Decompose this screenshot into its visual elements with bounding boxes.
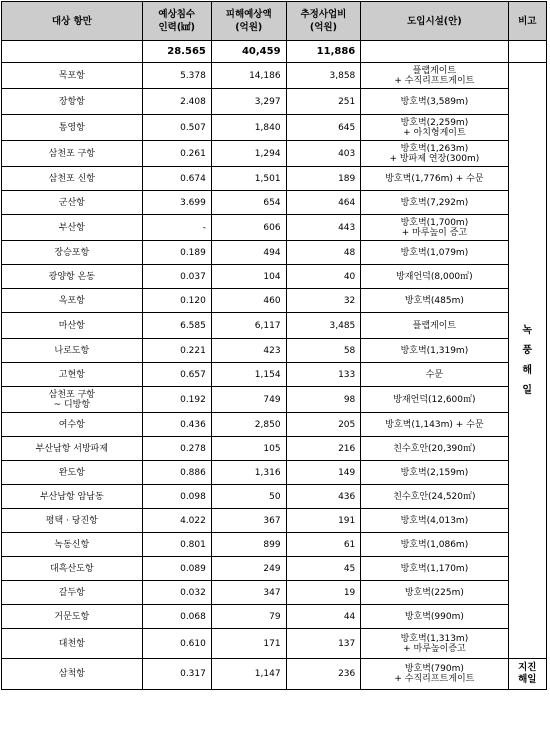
facility-value: 방호벽(1,313m) + 마루높이증고: [361, 629, 508, 659]
population-value: 0.192: [142, 387, 211, 413]
table-row: [2, 167, 547, 191]
facility-value: 친수호안(20,390㎡): [361, 437, 508, 461]
table-row: [2, 265, 547, 289]
damage-value: 899: [211, 533, 286, 557]
table-row: [2, 363, 547, 387]
total-facility: [361, 41, 508, 63]
facility-value: 방호벽(1,086m): [361, 533, 508, 557]
harbor-name: 고현항: [2, 363, 143, 387]
damage-value: 104: [211, 265, 286, 289]
harbor-name: 대천항: [2, 629, 143, 659]
cost-value: 58: [286, 339, 361, 363]
cost-value: 44: [286, 605, 361, 629]
damage-value: 654: [211, 191, 286, 215]
damage-value: 423: [211, 339, 286, 363]
table-row: [2, 437, 547, 461]
damage-value: 460: [211, 289, 286, 313]
harbor-name: 부산남항 암남동: [2, 485, 143, 509]
damage-value: 1,316: [211, 461, 286, 485]
facility-value: 방호벽(1,776m) + 수문: [361, 167, 508, 191]
population-value: 6.585: [142, 313, 211, 339]
facility-value: 방호벽(7,292m): [361, 191, 508, 215]
cost-value: 205: [286, 413, 361, 437]
table-row: [2, 557, 547, 581]
cost-value: 403: [286, 141, 361, 167]
facility-value: 친수호안(24,520㎡): [361, 485, 508, 509]
harbor-name: 마산항: [2, 313, 143, 339]
harbor-name: 삼천포 신항: [2, 167, 143, 191]
facility-value: 방호벽(1,170m): [361, 557, 508, 581]
population-value: 0.032: [142, 581, 211, 605]
facility-value: 방호벽(790m) + 수직리프트게이트: [361, 659, 508, 690]
table-row: [2, 313, 547, 339]
table-row: [2, 191, 547, 215]
population-value: 0.098: [142, 485, 211, 509]
cost-value: 464: [286, 191, 361, 215]
cost-value: 191: [286, 509, 361, 533]
facility-value: 플랩게이트 + 수직리프트게이트: [361, 63, 508, 89]
cost-value: 443: [286, 215, 361, 241]
harbor-measures-table: [1, 1, 547, 690]
cost-value: 133: [286, 363, 361, 387]
table-row: [2, 89, 547, 115]
harbor-name: 옥포항: [2, 289, 143, 313]
population-value: 0.801: [142, 533, 211, 557]
header-target: 대상 항만: [2, 2, 143, 41]
facility-value: 방재언덕(8,000㎡): [361, 265, 508, 289]
harbor-name: 나로도항: [2, 339, 143, 363]
population-value: 4.022: [142, 509, 211, 533]
damage-value: 1,501: [211, 167, 286, 191]
table-row: [2, 581, 547, 605]
cost-value: 137: [286, 629, 361, 659]
table-row: [2, 629, 547, 659]
facility-value: 방호벽(1,263m) + 방파제 연장(300m): [361, 141, 508, 167]
note-quake: 지진 해일: [508, 659, 547, 690]
population-value: 3.699: [142, 191, 211, 215]
harbor-name: 삼천포 구항 ~ 디방항: [2, 387, 143, 413]
table-row: [2, 387, 547, 413]
damage-value: 6,117: [211, 313, 286, 339]
harbor-name: 부산남항 서방파제: [2, 437, 143, 461]
cost-value: 98: [286, 387, 361, 413]
cost-value: 48: [286, 241, 361, 265]
harbor-name: 장항항: [2, 89, 143, 115]
header-damage: 피해예상액 (억원): [211, 2, 286, 41]
facility-value: 방호벽(2,159m): [361, 461, 508, 485]
population-value: 0.674: [142, 167, 211, 191]
damage-value: 249: [211, 557, 286, 581]
total-label: [2, 41, 143, 63]
damage-value: 606: [211, 215, 286, 241]
facility-value: 방호벽(1,700m) + 마루높이 증고: [361, 215, 508, 241]
damage-value: 367: [211, 509, 286, 533]
facility-value: 방호벽(3,589m): [361, 89, 508, 115]
facility-value: 방호벽(1,143m) + 수문: [361, 413, 508, 437]
population-value: 0.278: [142, 437, 211, 461]
table-row: [2, 461, 547, 485]
table-row: [2, 413, 547, 437]
cost-value: 40: [286, 265, 361, 289]
harbor-name: 장승포항: [2, 241, 143, 265]
damage-value: 1,840: [211, 115, 286, 141]
total-row: [2, 41, 547, 63]
damage-value: 171: [211, 629, 286, 659]
facility-value: 방호벽(4,013m): [361, 509, 508, 533]
damage-value: 3,297: [211, 89, 286, 115]
table-row: [2, 215, 547, 241]
damage-value: 105: [211, 437, 286, 461]
harbor-name: 통영항: [2, 115, 143, 141]
damage-value: 749: [211, 387, 286, 413]
table-row: [2, 115, 547, 141]
cost-value: 251: [286, 89, 361, 115]
harbor-name: 여수항: [2, 413, 143, 437]
population-value: 0.189: [142, 241, 211, 265]
cost-value: 189: [286, 167, 361, 191]
total-population: 28.565: [142, 41, 211, 63]
header-cost: 추정사업비 (억원): [286, 2, 361, 41]
harbor-name: 평택 · 당진항: [2, 509, 143, 533]
table-row: [2, 605, 547, 629]
header-facility: 도입시설(안): [361, 2, 508, 41]
cost-value: 32: [286, 289, 361, 313]
damage-value: 494: [211, 241, 286, 265]
total-cost: 11,886: [286, 41, 361, 63]
harbor-name: 삼천포 구항: [2, 141, 143, 167]
damage-value: 2,850: [211, 413, 286, 437]
header-population: 예상침수 인력(㎢): [142, 2, 211, 41]
cost-value: 61: [286, 533, 361, 557]
damage-value: 1,147: [211, 659, 286, 690]
harbor-name: 거문도항: [2, 605, 143, 629]
table-row: [2, 339, 547, 363]
facility-value: 방호벽(990m): [361, 605, 508, 629]
damage-value: 1,154: [211, 363, 286, 387]
damage-value: 347: [211, 581, 286, 605]
table-row: [2, 241, 547, 265]
cost-value: 216: [286, 437, 361, 461]
population-value: 0.261: [142, 141, 211, 167]
population-value: 0.436: [142, 413, 211, 437]
population-value: 0.507: [142, 115, 211, 141]
population-value: 0.037: [142, 265, 211, 289]
facility-value: 수문: [361, 363, 508, 387]
facility-value: 방호벽(2,259m) + 아치형게이트: [361, 115, 508, 141]
harbor-name: 녹동신항: [2, 533, 143, 557]
population-value: 2.408: [142, 89, 211, 115]
cost-value: 149: [286, 461, 361, 485]
damage-value: 1,294: [211, 141, 286, 167]
header-row: [2, 2, 547, 41]
table-row: [2, 659, 547, 690]
cost-value: 436: [286, 485, 361, 509]
harbor-name: 군산항: [2, 191, 143, 215]
population-value: 0.610: [142, 629, 211, 659]
facility-value: 방호벽(1,079m): [361, 241, 508, 265]
table-row: [2, 509, 547, 533]
damage-value: 79: [211, 605, 286, 629]
cost-value: 45: [286, 557, 361, 581]
harbor-name: 삼척항: [2, 659, 143, 690]
population-value: 0.089: [142, 557, 211, 581]
table-row: [2, 63, 547, 89]
population-value: 0.317: [142, 659, 211, 690]
harbor-name: 대흑산도항: [2, 557, 143, 581]
population-value: -: [142, 215, 211, 241]
cost-value: 19: [286, 581, 361, 605]
population-value: 0.120: [142, 289, 211, 313]
population-value: 0.221: [142, 339, 211, 363]
note-southcoast: 녹 풍 해 일: [508, 63, 547, 659]
cost-value: 3,858: [286, 63, 361, 89]
population-value: 0.886: [142, 461, 211, 485]
total-damage: 40,459: [211, 41, 286, 63]
table-row: [2, 141, 547, 167]
damage-value: 50: [211, 485, 286, 509]
harbor-name: 부산항: [2, 215, 143, 241]
facility-value: 방호벽(485m): [361, 289, 508, 313]
population-value: 0.068: [142, 605, 211, 629]
cost-value: 236: [286, 659, 361, 690]
cost-value: 645: [286, 115, 361, 141]
table-row: [2, 485, 547, 509]
harbor-name: 갈두항: [2, 581, 143, 605]
population-value: 5.378: [142, 63, 211, 89]
facility-value: 방호벽(225m): [361, 581, 508, 605]
population-value: 0.657: [142, 363, 211, 387]
total-note: [508, 41, 547, 63]
facility-value: 방재언덕(12,600㎡): [361, 387, 508, 413]
table-row: [2, 533, 547, 557]
harbor-name: 광양항 온동: [2, 265, 143, 289]
table-row: [2, 289, 547, 313]
facility-value: 방호벽(1,319m): [361, 339, 508, 363]
header-note: 비고: [508, 2, 547, 41]
harbor-name: 완도항: [2, 461, 143, 485]
cost-value: 3,485: [286, 313, 361, 339]
damage-value: 14,186: [211, 63, 286, 89]
facility-value: 플랩게이트: [361, 313, 508, 339]
harbor-name: 목포항: [2, 63, 143, 89]
